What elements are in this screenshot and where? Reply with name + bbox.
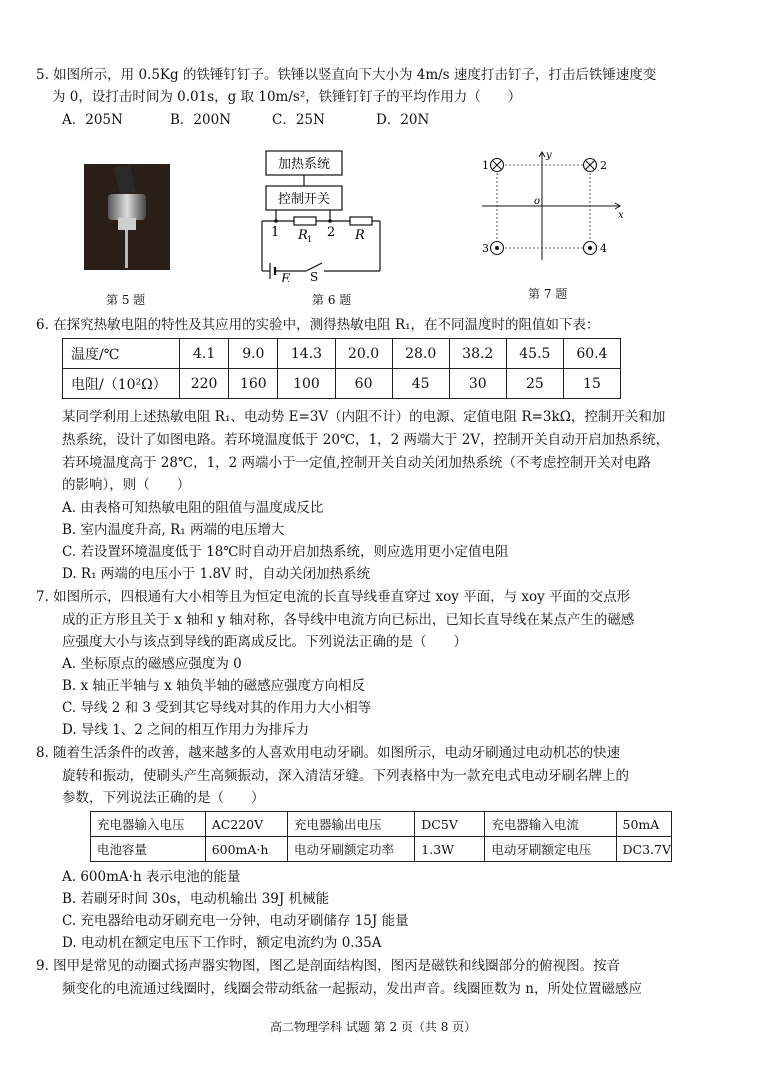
- q6-option-b: B. 室内温度升高, R₁ 两端的电压增大: [62, 522, 285, 538]
- fig5-caption: 第 5 题: [106, 293, 146, 307]
- q8-line2: 旋转和振动，使刷头产生高频振动，深入清洁牙缝。下列表格中为一款充电式电动牙刷名牌上的: [62, 768, 629, 784]
- table-row: [63, 369, 621, 399]
- table-cell: 14.3: [278, 339, 335, 369]
- wire-4-out-of-page-icon: [584, 242, 597, 255]
- fig6-circuit-diagram: [254, 148, 388, 282]
- q9-line1: 9. 图甲是常见的动圈式扬声器实物图，图乙是剖面结构图，图丙是磁铁和线圈部分的俯视图。按音: [36, 958, 621, 974]
- wire-2-label: 2: [600, 159, 607, 172]
- q5-option-d: D．20N: [376, 112, 430, 128]
- page-footer: 高二物理学科 试题 第 2 页（共 8 页）: [270, 1020, 477, 1034]
- q8-line1: 8. 随着生活条件的改善，越来越多的人喜欢用电动牙刷。如图所示，电动牙刷通过电动机芯的快速: [36, 745, 621, 761]
- r-label: R: [355, 228, 365, 243]
- q8-toothbrush-spec-table: [90, 811, 672, 862]
- q6-option-a: A. 由表格可知热敏电阻的阻值与温度成反比: [62, 500, 324, 516]
- fig7-wires-diagram: [470, 148, 630, 272]
- q6-para-line3: 若环境温度高于 28℃，1，2 两端小于一定值,控制开关自动关闭加热系统（不考虑控制开关对电路: [62, 455, 651, 471]
- q5-line2: 为 0，设打击时间为 0.01s，g 取 10m/s²，铁锤钉钉子的平均作用力（ ）: [52, 89, 522, 105]
- y-axis-label: y: [546, 150, 552, 161]
- fig5-hammer-photo: [84, 164, 170, 270]
- q8-option-b: B. 若刷牙时间 30s，电动机输出 39J 机械能: [62, 891, 330, 907]
- q7-line3: 应强度大小与该点到导线的距离成反比。下列说法正确的是（ ）: [62, 634, 467, 650]
- wire-1-label: 1: [482, 159, 489, 172]
- q6-resistance-table: [62, 338, 621, 399]
- q5-option-c: C．25N: [272, 112, 325, 128]
- q9-line2: 频变化的电流通过线圈时，线圈会带动纸盆一起振动，发出声音。线圈匝数为 n，所处位置磁感应: [62, 981, 642, 997]
- q6-line1: 6. 在探究热敏电阻的特性及其应用的实验中，测得热敏电阻 R₁，在不同温度时的阻值如下表：: [36, 317, 600, 333]
- wire-2-into-page-icon: [584, 159, 597, 172]
- table-cell: 45: [392, 369, 449, 399]
- control-switch-label: 控制开关: [277, 192, 331, 207]
- q8-line3: 参数，下列说法正确的是（ ）: [62, 790, 265, 806]
- r1-subscript: 1: [307, 235, 313, 244]
- table-cell: 充电器输入电流: [485, 812, 616, 837]
- table-cell: 电动牙刷额定功率: [288, 837, 415, 862]
- e-label: E: [281, 272, 291, 282]
- table-cell: DC5V: [415, 812, 485, 837]
- table-cell: 220: [180, 369, 229, 399]
- table-cell: 20.0: [335, 339, 392, 369]
- table-cell: 50mA: [616, 812, 672, 837]
- table-cell: 45.5: [506, 339, 563, 369]
- resistor-r1: [294, 217, 316, 225]
- q6-para-line1: 某同学利用上述热敏电阻 R₁、电动势 E=3V（内阻不计）的电源、定值电阻 R=3kΩ，控制开关和加: [62, 409, 666, 425]
- q5-line1: 5. 如图所示，用 0.5Kg 的铁锤钉钉子。铁锤以竖直向下大小为 4m/s 速度打击钉子，打击后铁锤速度变: [36, 67, 657, 83]
- q7-line2: 成的正方形且关于 x 轴和 y 轴对称，各导线中电流方向已标出，已知长直导线在某点产生的磁感: [62, 612, 635, 628]
- table-cell: 160: [229, 369, 278, 399]
- s-label: S: [310, 270, 319, 282]
- q7-option-b: B. x 轴正半轴与 x 轴负半轴的磁感应强度方向相反: [62, 678, 366, 694]
- table-row: [91, 812, 672, 837]
- x-axis-label: x: [618, 210, 624, 221]
- wire-1-into-page-icon: [491, 159, 504, 172]
- terminal-1-label: 1: [271, 225, 280, 240]
- table-cell: 60: [335, 369, 392, 399]
- q8-option-d: D. 电动机在额定电压下工作时，额定电流约为 0.35A: [62, 935, 382, 951]
- table-header-temperature: 温度/℃: [63, 339, 180, 369]
- q7-line1: 7. 如图所示，四根通有大小相等且为恒定电流的长直导线垂直穿过 xoy 平面，与 xoy 平面的交点形: [36, 589, 631, 605]
- q6-para-line4: 的影响），则（ ）: [62, 477, 191, 493]
- q8-option-c: C. 充电器给电动牙刷充电一分钟，电动牙刷储存 15J 能量: [62, 913, 409, 929]
- q5-option-a: A．205N: [62, 112, 123, 128]
- table-cell: 充电器输入电压: [91, 812, 206, 837]
- fig7-caption: 第 7 题: [528, 287, 568, 301]
- terminal-2-label: 2: [327, 225, 336, 240]
- table-header-resistance: 电阻/（10²Ω）: [63, 369, 180, 399]
- q6-option-d: D. R₁ 两端的电压小于 1.8V 时，自动关闭加热系统: [62, 566, 371, 582]
- r1-label: R: [298, 228, 308, 243]
- q8-option-a: A. 600mA·h 表示电池的能量: [62, 869, 241, 885]
- table-cell: DC3.7V: [616, 837, 672, 862]
- table-cell: 4.1: [180, 339, 229, 369]
- table-cell: 30: [449, 369, 506, 399]
- table-cell: 充电器输出电压: [288, 812, 415, 837]
- table-cell: AC220V: [205, 812, 287, 837]
- wire-4-label: 4: [600, 242, 607, 255]
- origin-label: o: [534, 196, 541, 207]
- q5-option-b: B．200N: [170, 112, 232, 128]
- q7-option-c: C. 导线 2 和 3 受到其它导线对其的作用力大小相等: [62, 700, 372, 716]
- wire-3-label: 3: [482, 242, 489, 255]
- table-cell: 9.0: [229, 339, 278, 369]
- q7-option-a: A. 坐标原点的磁感应强度为 0: [62, 656, 242, 672]
- table-cell: 15: [563, 369, 620, 399]
- wire-3-out-of-page-icon: [491, 242, 504, 255]
- table-row: [63, 339, 621, 369]
- table-cell: 60.4: [563, 339, 620, 369]
- table-row: [91, 837, 672, 862]
- q6-option-c: C. 若设置环境温度低于 18℃时自动开启加热系统，则应选用更小定值电阻: [62, 544, 509, 560]
- q7-option-d: D. 导线 1、2 之间的相互作用力为排斥力: [62, 722, 310, 738]
- resistor-r: [350, 217, 372, 225]
- table-cell: 100: [278, 369, 335, 399]
- table-cell: 25: [506, 369, 563, 399]
- q6-para-line2: 热系统，设计了如图电路。若环境温度低于 20℃，1，2 两端大于 2V，控制开关自动开启加热系统，: [62, 432, 670, 448]
- table-cell: 600mA·h: [205, 837, 287, 862]
- heating-system-label: 加热系统: [277, 157, 331, 172]
- fig6-caption: 第 6 题: [312, 293, 352, 307]
- table-cell: 电池容量: [91, 837, 206, 862]
- table-cell: 1.3W: [415, 837, 485, 862]
- table-cell: 28.0: [392, 339, 449, 369]
- table-cell: 38.2: [449, 339, 506, 369]
- table-cell: 电动牙刷额定电压: [485, 837, 616, 862]
